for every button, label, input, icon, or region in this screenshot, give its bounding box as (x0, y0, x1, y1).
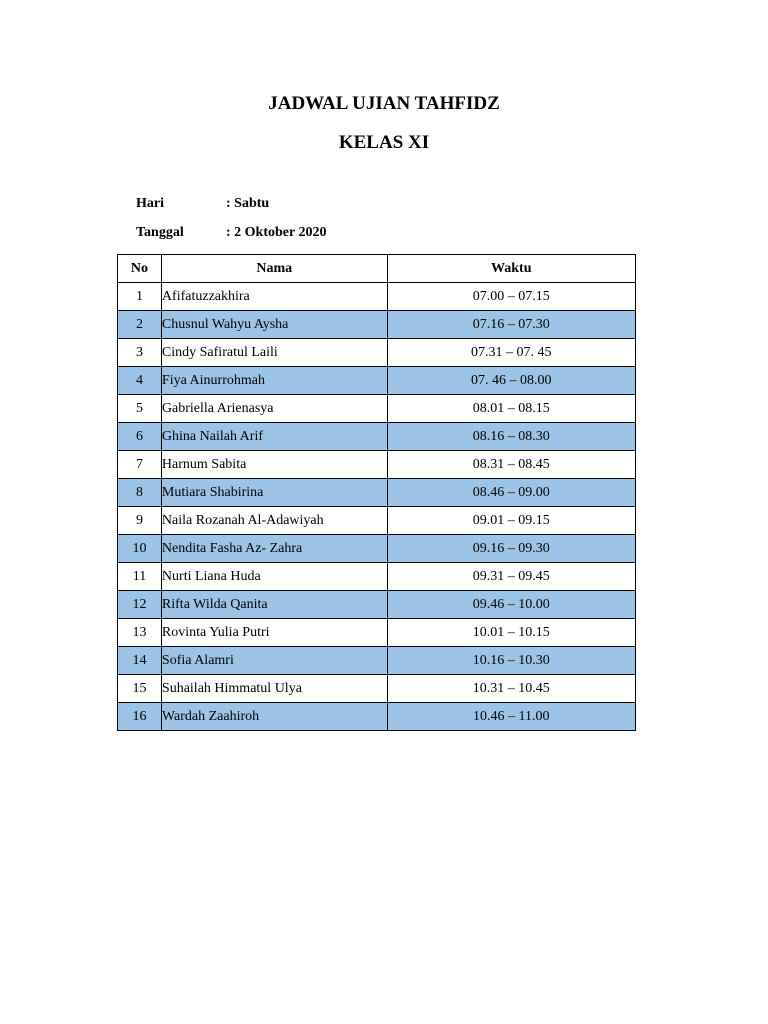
table-row (118, 339, 636, 367)
cell-nama: Fiya Ainurrohmah (161, 367, 387, 395)
cell-waktu: 10.46 – 11.00 (387, 703, 635, 731)
cell-no: 15 (118, 675, 162, 703)
table-row (118, 451, 636, 479)
table-row (118, 647, 636, 675)
hari-label: Hari (136, 196, 164, 211)
cell-no: 14 (118, 647, 162, 675)
cell-no: 13 (118, 619, 162, 647)
table-row (118, 535, 636, 563)
cell-waktu: 08.46 – 09.00 (387, 479, 635, 507)
cell-waktu: 09.16 – 09.30 (387, 535, 635, 563)
table-row (118, 367, 636, 395)
cell-no: 2 (118, 311, 162, 339)
cell-waktu: 09.46 – 10.00 (387, 591, 635, 619)
cell-waktu: 07.31 – 07. 45 (387, 339, 635, 367)
info-tanggal (136, 223, 326, 243)
cell-nama: Cindy Safiratul Laili (161, 339, 387, 367)
cell-waktu: 09.01 – 09.15 (387, 507, 635, 535)
cell-waktu: 10.31 – 10.45 (387, 675, 635, 703)
cell-waktu: 07.16 – 07.30 (387, 311, 635, 339)
cell-waktu: 07.00 – 07.15 (387, 283, 635, 311)
header-waktu: Waktu (387, 255, 635, 283)
cell-waktu: 07. 46 – 08.00 (387, 367, 635, 395)
table-row (118, 591, 636, 619)
cell-waktu: 10.16 – 10.30 (387, 647, 635, 675)
cell-no: 10 (118, 535, 162, 563)
cell-nama: Mutiara Shabirina (161, 479, 387, 507)
cell-nama: Afifatuzzakhira (161, 283, 387, 311)
table-row (118, 479, 636, 507)
cell-no: 6 (118, 423, 162, 451)
cell-nama: Rifta Wilda Qanita (161, 591, 387, 619)
info-hari (136, 194, 269, 214)
cell-no: 1 (118, 283, 162, 311)
cell-nama: Naila Rozanah Al-Adawiyah (161, 507, 387, 535)
tanggal-value: : 2 Oktober 2020 (226, 225, 327, 240)
cell-no: 3 (118, 339, 162, 367)
cell-nama: Harnum Sabita (161, 451, 387, 479)
cell-no: 8 (118, 479, 162, 507)
cell-no: 11 (118, 563, 162, 591)
cell-nama: Rovinta Yulia Putri (161, 619, 387, 647)
cell-waktu: 09.31 – 09.45 (387, 563, 635, 591)
document-subtitle: KELAS XI (338, 132, 430, 153)
table-row (118, 563, 636, 591)
table-row (118, 507, 636, 535)
schedule-table (117, 254, 636, 731)
cell-nama: Wardah Zaahiroh (161, 703, 387, 731)
cell-nama: Sofia Alamri (161, 647, 387, 675)
header-nama: Nama (161, 255, 387, 283)
cell-nama: Chusnul Wahyu Aysha (161, 311, 387, 339)
cell-nama: Ghina Nailah Arif (161, 423, 387, 451)
cell-no: 4 (118, 367, 162, 395)
cell-no: 12 (118, 591, 162, 619)
hari-value: : Sabtu (226, 196, 270, 211)
table-body (118, 283, 636, 731)
cell-waktu: 08.31 – 08.45 (387, 451, 635, 479)
table-row (118, 703, 636, 731)
table-row (118, 619, 636, 647)
cell-nama: Gabriella Arienasya (161, 395, 387, 423)
document-title: JADWAL UJIAN TAHFIDZ (268, 93, 500, 114)
cell-waktu: 08.16 – 08.30 (387, 423, 635, 451)
cell-nama: Suhailah Himmatul Ulya (161, 675, 387, 703)
table-header-row (118, 255, 636, 283)
cell-no: 16 (118, 703, 162, 731)
cell-no: 9 (118, 507, 162, 535)
table-row (118, 395, 636, 423)
cell-nama: Nurti Liana Huda (161, 563, 387, 591)
table-row (118, 423, 636, 451)
cell-no: 7 (118, 451, 162, 479)
table-row (118, 283, 636, 311)
cell-waktu: 08.01 – 08.15 (387, 395, 635, 423)
cell-waktu: 10.01 – 10.15 (387, 619, 635, 647)
header-no: No (118, 255, 162, 283)
tanggal-label: Tanggal (136, 225, 184, 240)
cell-nama: Nendita Fasha Az- Zahra (161, 535, 387, 563)
cell-no: 5 (118, 395, 162, 423)
table-row (118, 675, 636, 703)
table-row (118, 311, 636, 339)
